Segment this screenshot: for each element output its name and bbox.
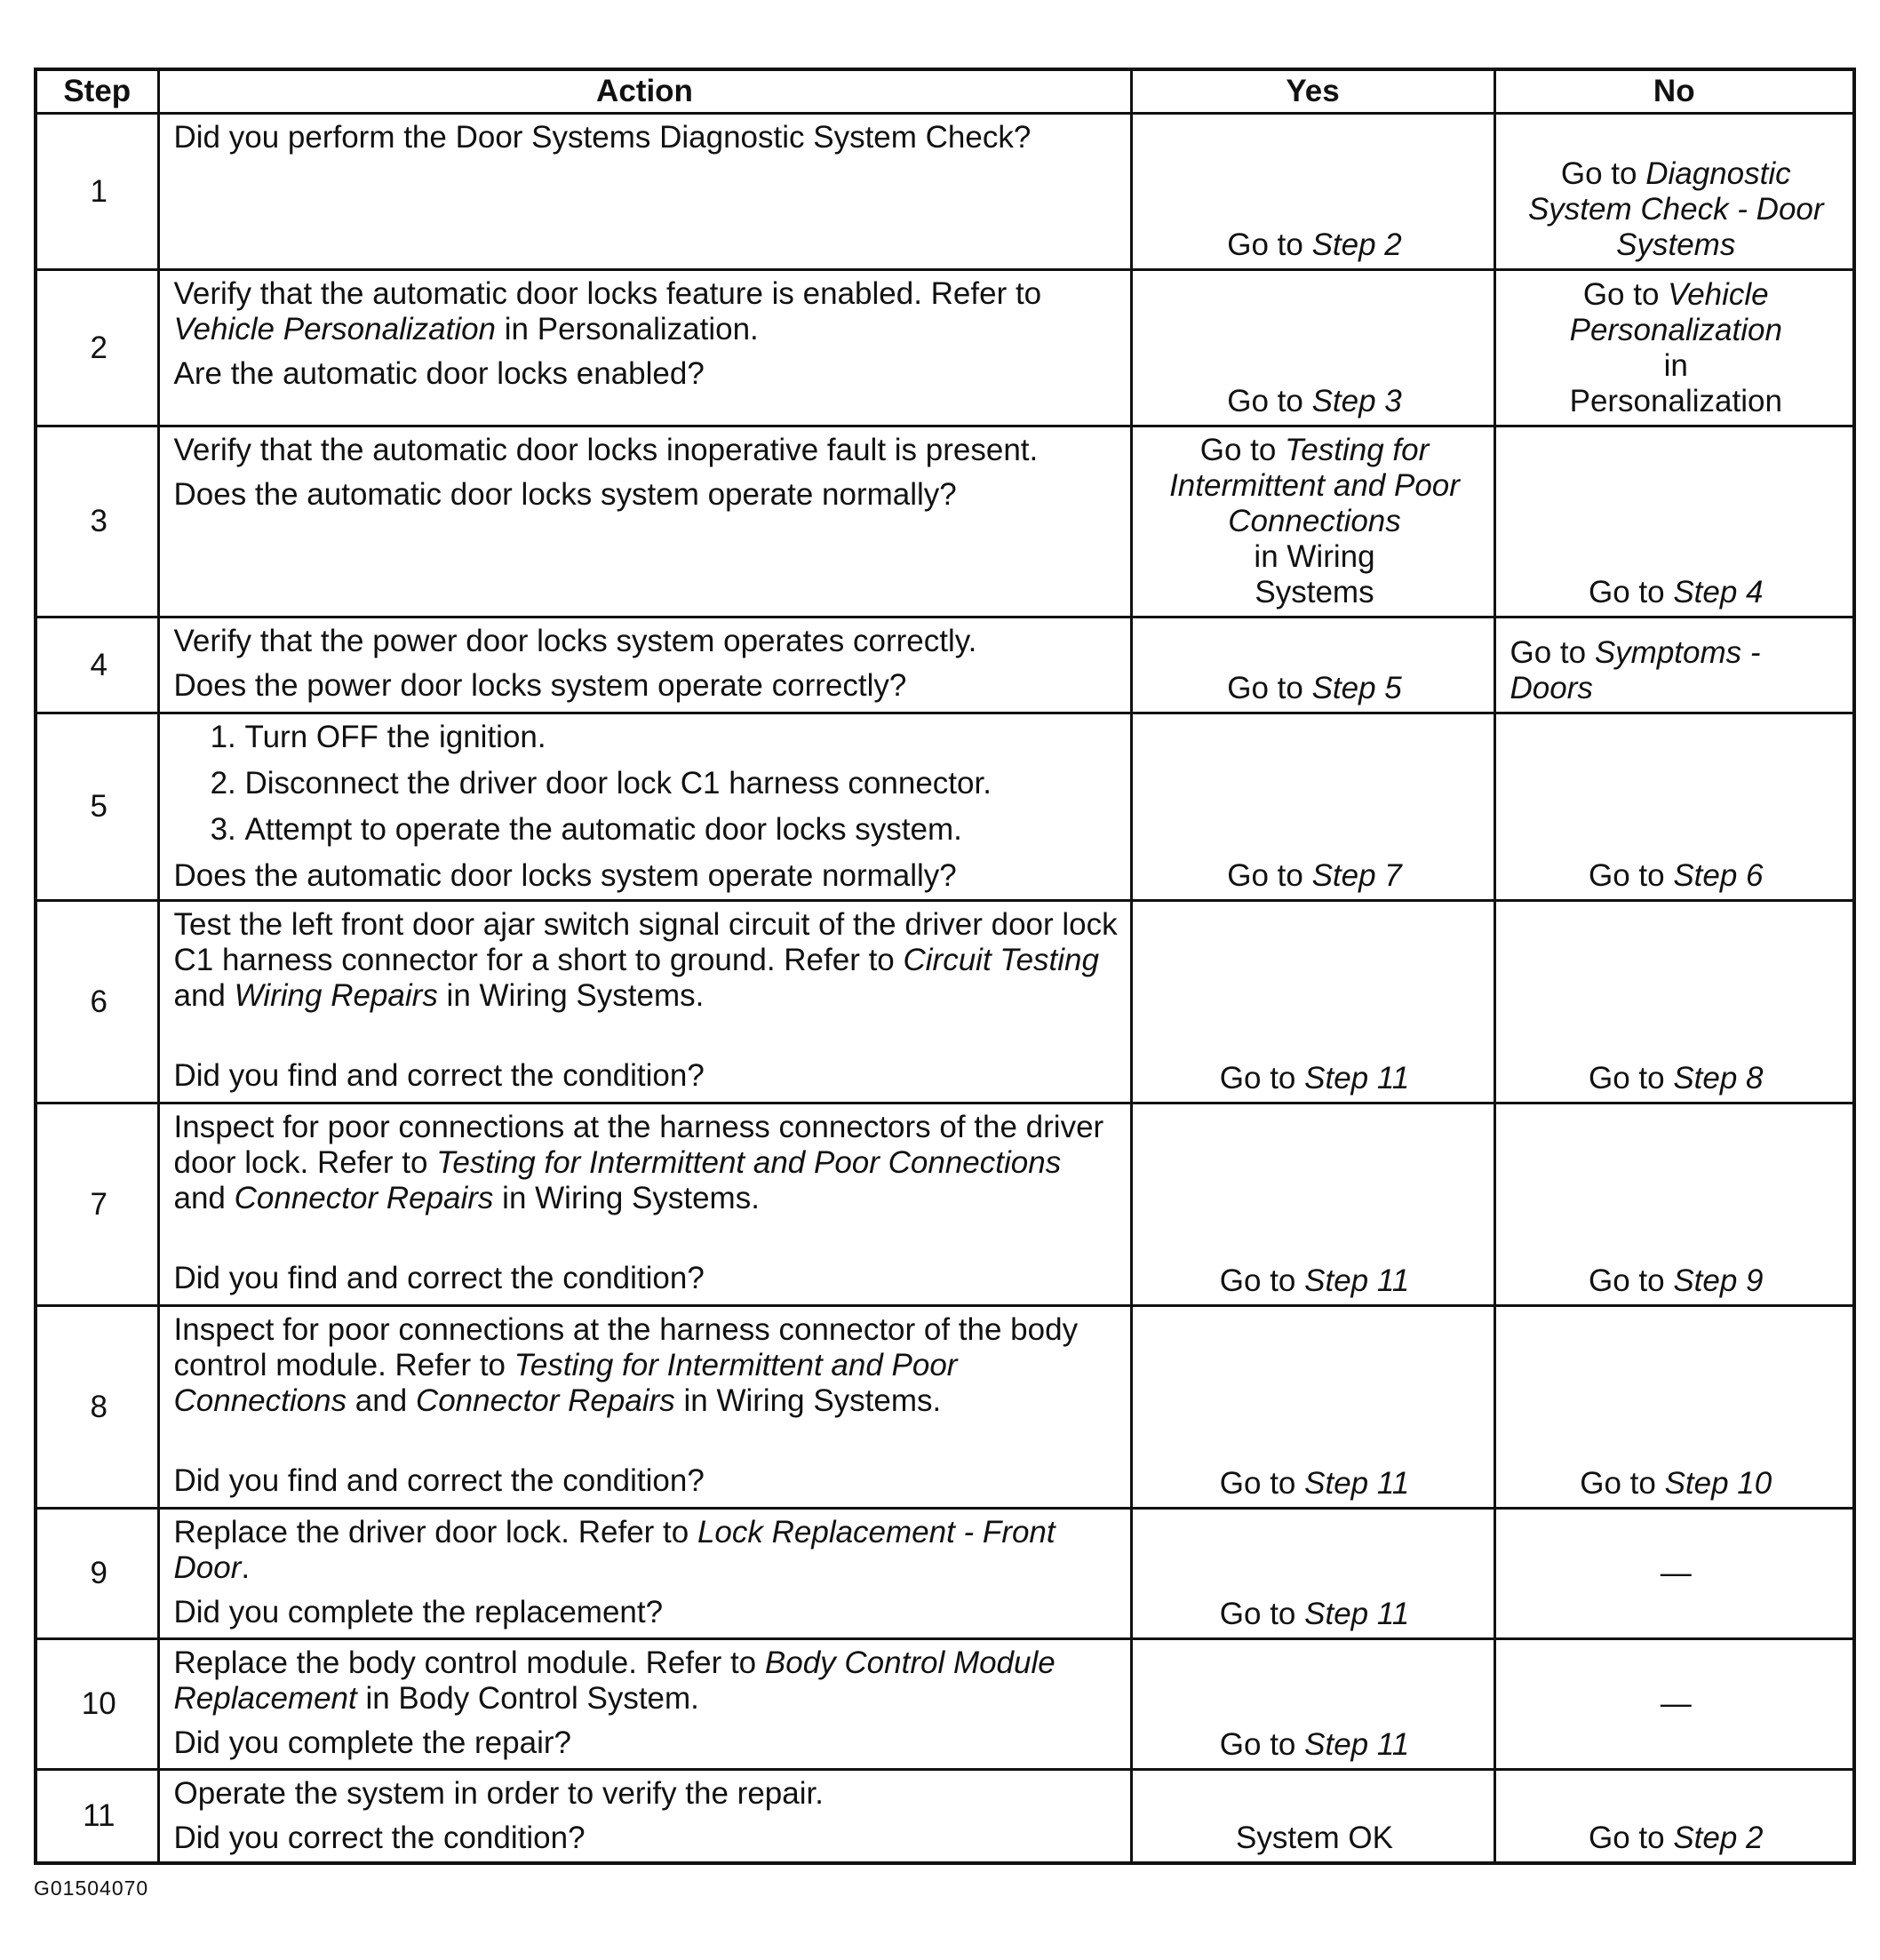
action-cell — [158, 713, 1131, 901]
action-text: and — [347, 1383, 416, 1418]
no-text: Go to — [1580, 1466, 1665, 1501]
yes-cell — [1131, 1103, 1494, 1306]
step-number: 6 — [36, 901, 158, 1103]
action-instruction — [174, 1312, 1119, 1419]
action-cell — [158, 1509, 1131, 1639]
no-text: Go to — [1510, 635, 1595, 670]
action-text: in Personalization. — [496, 312, 759, 347]
reference-link[interactable]: Body Control Module Replacement — [173, 1645, 1056, 1716]
action-cell — [158, 1639, 1131, 1770]
reference-link[interactable]: Circuit Testing — [903, 943, 1099, 977]
action-text: Inspect for poor connections at the harness connectors of the driver door lock. Refer to — [173, 1110, 1104, 1180]
step-number: 11 — [36, 1770, 158, 1864]
yes-cell — [1131, 713, 1494, 901]
action-text: in Wiring Systems. — [674, 1383, 942, 1418]
reference-link[interactable]: Testing for Intermittent and Poor Connections — [173, 1348, 958, 1418]
yes-step-link[interactable]: Step 11 — [1304, 1061, 1410, 1096]
action-instruction — [174, 1110, 1119, 1216]
step-number: 9 — [36, 1509, 158, 1639]
action-instruction — [174, 276, 1119, 347]
no-text: Go to — [1582, 277, 1669, 312]
list-item: 3. Attempt to operate the automatic door locks system. — [245, 812, 1119, 848]
yes-cell — [1131, 1509, 1494, 1639]
action-question: Did you find and correct the condition? — [173, 1058, 705, 1093]
no-step-link[interactable]: Step 2 — [1673, 1821, 1764, 1855]
no-cell — [1494, 1639, 1854, 1770]
yes-text: Go to — [1219, 1061, 1305, 1096]
yes-step-link[interactable]: Step 11 — [1304, 1727, 1410, 1762]
action-question: Did you complete the repair? — [173, 1725, 571, 1760]
table-row — [36, 1770, 1854, 1864]
action-cell — [158, 1770, 1131, 1864]
yes-text: Go to — [1219, 1263, 1305, 1298]
no-step-link[interactable]: Step 8 — [1673, 1061, 1764, 1096]
table-row — [36, 713, 1854, 901]
action-question: Did you find and correct the condition? — [173, 1261, 705, 1295]
yes-text: Go to — [1219, 1727, 1305, 1762]
no-text: Go to — [1560, 156, 1646, 191]
reference-link[interactable]: Lock Replacement - Front Door — [173, 1515, 1056, 1585]
yes-cell — [1131, 270, 1494, 426]
no-text: Go to — [1588, 858, 1674, 893]
table-row — [36, 901, 1854, 1103]
no-step-link[interactable]: Step 6 — [1673, 858, 1764, 893]
action-text: in Body Control System. — [356, 1681, 699, 1716]
action-text: in Wiring Systems. — [437, 978, 705, 1013]
action-text: Replace the driver door lock. Refer to — [173, 1515, 697, 1550]
yes-cell — [1131, 617, 1494, 713]
step-number: 1 — [36, 114, 158, 270]
yes-text: Go to — [1227, 384, 1312, 418]
action-instruction — [174, 1645, 1119, 1717]
yes-text: in Wiring — [1254, 539, 1375, 574]
action-cell — [158, 1306, 1131, 1509]
action-instruction: Verify that the power door locks system operates correctly. — [173, 624, 977, 658]
no-text: Go to — [1588, 1263, 1674, 1298]
action-instruction: Verify that the automatic door locks inoperative fault is present. — [173, 433, 1039, 467]
yes-text: Go to — [1199, 433, 1286, 467]
no-reference-link[interactable]: Diagnostic System Check - Door Systems — [1527, 156, 1824, 262]
table-row — [36, 1103, 1854, 1306]
reference-link[interactable]: Testing for Intermittent and Poor Connections — [436, 1145, 1062, 1180]
action-cell — [158, 617, 1131, 713]
yes-cell — [1131, 1639, 1494, 1770]
action-question: Does the automatic door locks system operate normally? — [173, 477, 957, 512]
action-text: . — [241, 1550, 251, 1585]
step-number: 8 — [36, 1306, 158, 1509]
no-cell — [1494, 617, 1854, 713]
action-cell — [158, 270, 1131, 426]
action-text: and — [173, 978, 235, 1013]
figure-code: G01504070 — [34, 1876, 149, 1900]
no-cell — [1494, 713, 1854, 901]
list-item: 1. Turn OFF the ignition. — [245, 720, 1119, 755]
no-reference-link[interactable]: Vehicle Personalization — [1569, 277, 1782, 347]
action-cell — [158, 901, 1131, 1103]
table-row — [36, 1509, 1854, 1639]
no-text: Go to — [1588, 1061, 1674, 1096]
table-row — [36, 617, 1854, 713]
yes-text: Go to — [1227, 858, 1312, 893]
yes-text: System OK — [1236, 1821, 1393, 1855]
no-step-link[interactable]: Step 9 — [1673, 1263, 1764, 1298]
yes-text: Systems — [1255, 575, 1374, 610]
action-cell — [158, 114, 1131, 270]
action-instruction — [174, 907, 1119, 1014]
no-dash: — — [1660, 1686, 1692, 1721]
yes-step-link[interactable]: Step 7 — [1311, 858, 1402, 893]
yes-step-link[interactable]: Step 3 — [1311, 384, 1402, 418]
list-item: 2. Disconnect the driver door lock C1 harness connector. — [245, 766, 1119, 801]
yes-cell — [1131, 901, 1494, 1103]
header-yes: Yes — [1131, 69, 1494, 114]
header-action: Action — [158, 69, 1131, 114]
action-cell — [158, 1103, 1131, 1306]
action-text: Verify that the automatic door locks feature is enabled. Refer to — [173, 276, 1042, 311]
yes-cell — [1131, 1306, 1494, 1509]
table-row — [36, 270, 1854, 426]
step-number: 3 — [36, 426, 158, 617]
reference-link[interactable]: Connector Repairs — [415, 1383, 675, 1418]
no-cell — [1494, 901, 1854, 1103]
no-step-link[interactable]: Step 4 — [1673, 575, 1764, 610]
table-row — [36, 426, 1854, 617]
yes-cell — [1131, 426, 1494, 617]
yes-step-link[interactable]: Step 11 — [1304, 1597, 1410, 1631]
no-cell — [1494, 1306, 1854, 1509]
action-text: in Wiring Systems. — [493, 1181, 760, 1215]
step-number: 2 — [36, 270, 158, 426]
yes-step-link[interactable]: Step 11 — [1304, 1263, 1410, 1298]
no-cell — [1494, 270, 1854, 426]
action-question: Did you find and correct the condition? — [173, 1463, 705, 1498]
action-text: and — [173, 1181, 235, 1215]
step-number: 4 — [36, 617, 158, 713]
action-question: Does the automatic door locks system operate normally? — [173, 858, 957, 893]
action-question: Are the automatic door locks enabled? — [173, 356, 705, 391]
step-number: 10 — [36, 1639, 158, 1770]
header-row — [36, 69, 1854, 114]
header-no: No — [1494, 69, 1854, 114]
no-cell — [1494, 1770, 1854, 1864]
action-text: Test the left front door ajar switch signal circuit of the driver door lock C1 harness connector for a short to ground. Refer to — [173, 907, 1118, 977]
header-step: Step — [36, 69, 158, 114]
reference-link[interactable]: Vehicle Personalization — [173, 312, 497, 347]
action-text: Replace the body control module. Refer to — [173, 1645, 765, 1680]
yes-cell — [1131, 114, 1494, 270]
reference-link[interactable]: Wiring Repairs — [234, 978, 438, 1013]
no-cell — [1494, 114, 1854, 270]
action-question: Did you correct the condition? — [173, 1821, 586, 1855]
step-number: 7 — [36, 1103, 158, 1306]
no-text: Go to — [1588, 575, 1674, 610]
action-question: Does the power door locks system operate correctly? — [173, 668, 907, 703]
yes-text: Go to — [1227, 227, 1312, 262]
yes-reference-link[interactable]: Testing for Intermittent and Poor Connections — [1169, 433, 1460, 538]
action-steps-list — [174, 720, 1119, 848]
action-instruction: Operate the system in order to verify the repair. — [173, 1776, 824, 1811]
no-cell — [1494, 1103, 1854, 1306]
table-row — [36, 114, 1854, 270]
yes-cell — [1131, 1770, 1494, 1864]
yes-text: Go to — [1219, 1597, 1305, 1631]
table-row — [36, 1306, 1854, 1509]
yes-step-link[interactable]: Step 11 — [1304, 1466, 1410, 1501]
yes-text: Go to — [1219, 1466, 1305, 1501]
no-cell — [1494, 1509, 1854, 1639]
no-cell — [1494, 426, 1854, 617]
no-step-link[interactable]: Step 10 — [1664, 1466, 1772, 1501]
no-text: Personalization — [1569, 384, 1782, 418]
action-instruction — [174, 1515, 1119, 1586]
action-question: Did you complete the replacement? — [173, 1595, 664, 1629]
action-text: Inspect for poor connections at the harness connector of the body control module. Refer to — [173, 1312, 1079, 1382]
no-text: Go to — [1588, 1821, 1674, 1855]
yes-step-link[interactable]: Step 5 — [1311, 671, 1402, 705]
table-row — [36, 1639, 1854, 1770]
step-number: 5 — [36, 713, 158, 901]
reference-link[interactable]: Connector Repairs — [234, 1181, 494, 1215]
yes-step-link[interactable]: Step 2 — [1311, 227, 1402, 262]
no-dash: — — [1660, 1556, 1692, 1590]
action-cell — [158, 426, 1131, 617]
no-reference-link[interactable]: Symptoms - Doors — [1510, 635, 1761, 705]
action-question: Did you perform the Door Systems Diagnostic System Check? — [173, 120, 1032, 155]
no-text: in — [1663, 348, 1688, 383]
yes-text: Go to — [1227, 671, 1312, 705]
diagnostic-table — [34, 68, 1856, 1865]
